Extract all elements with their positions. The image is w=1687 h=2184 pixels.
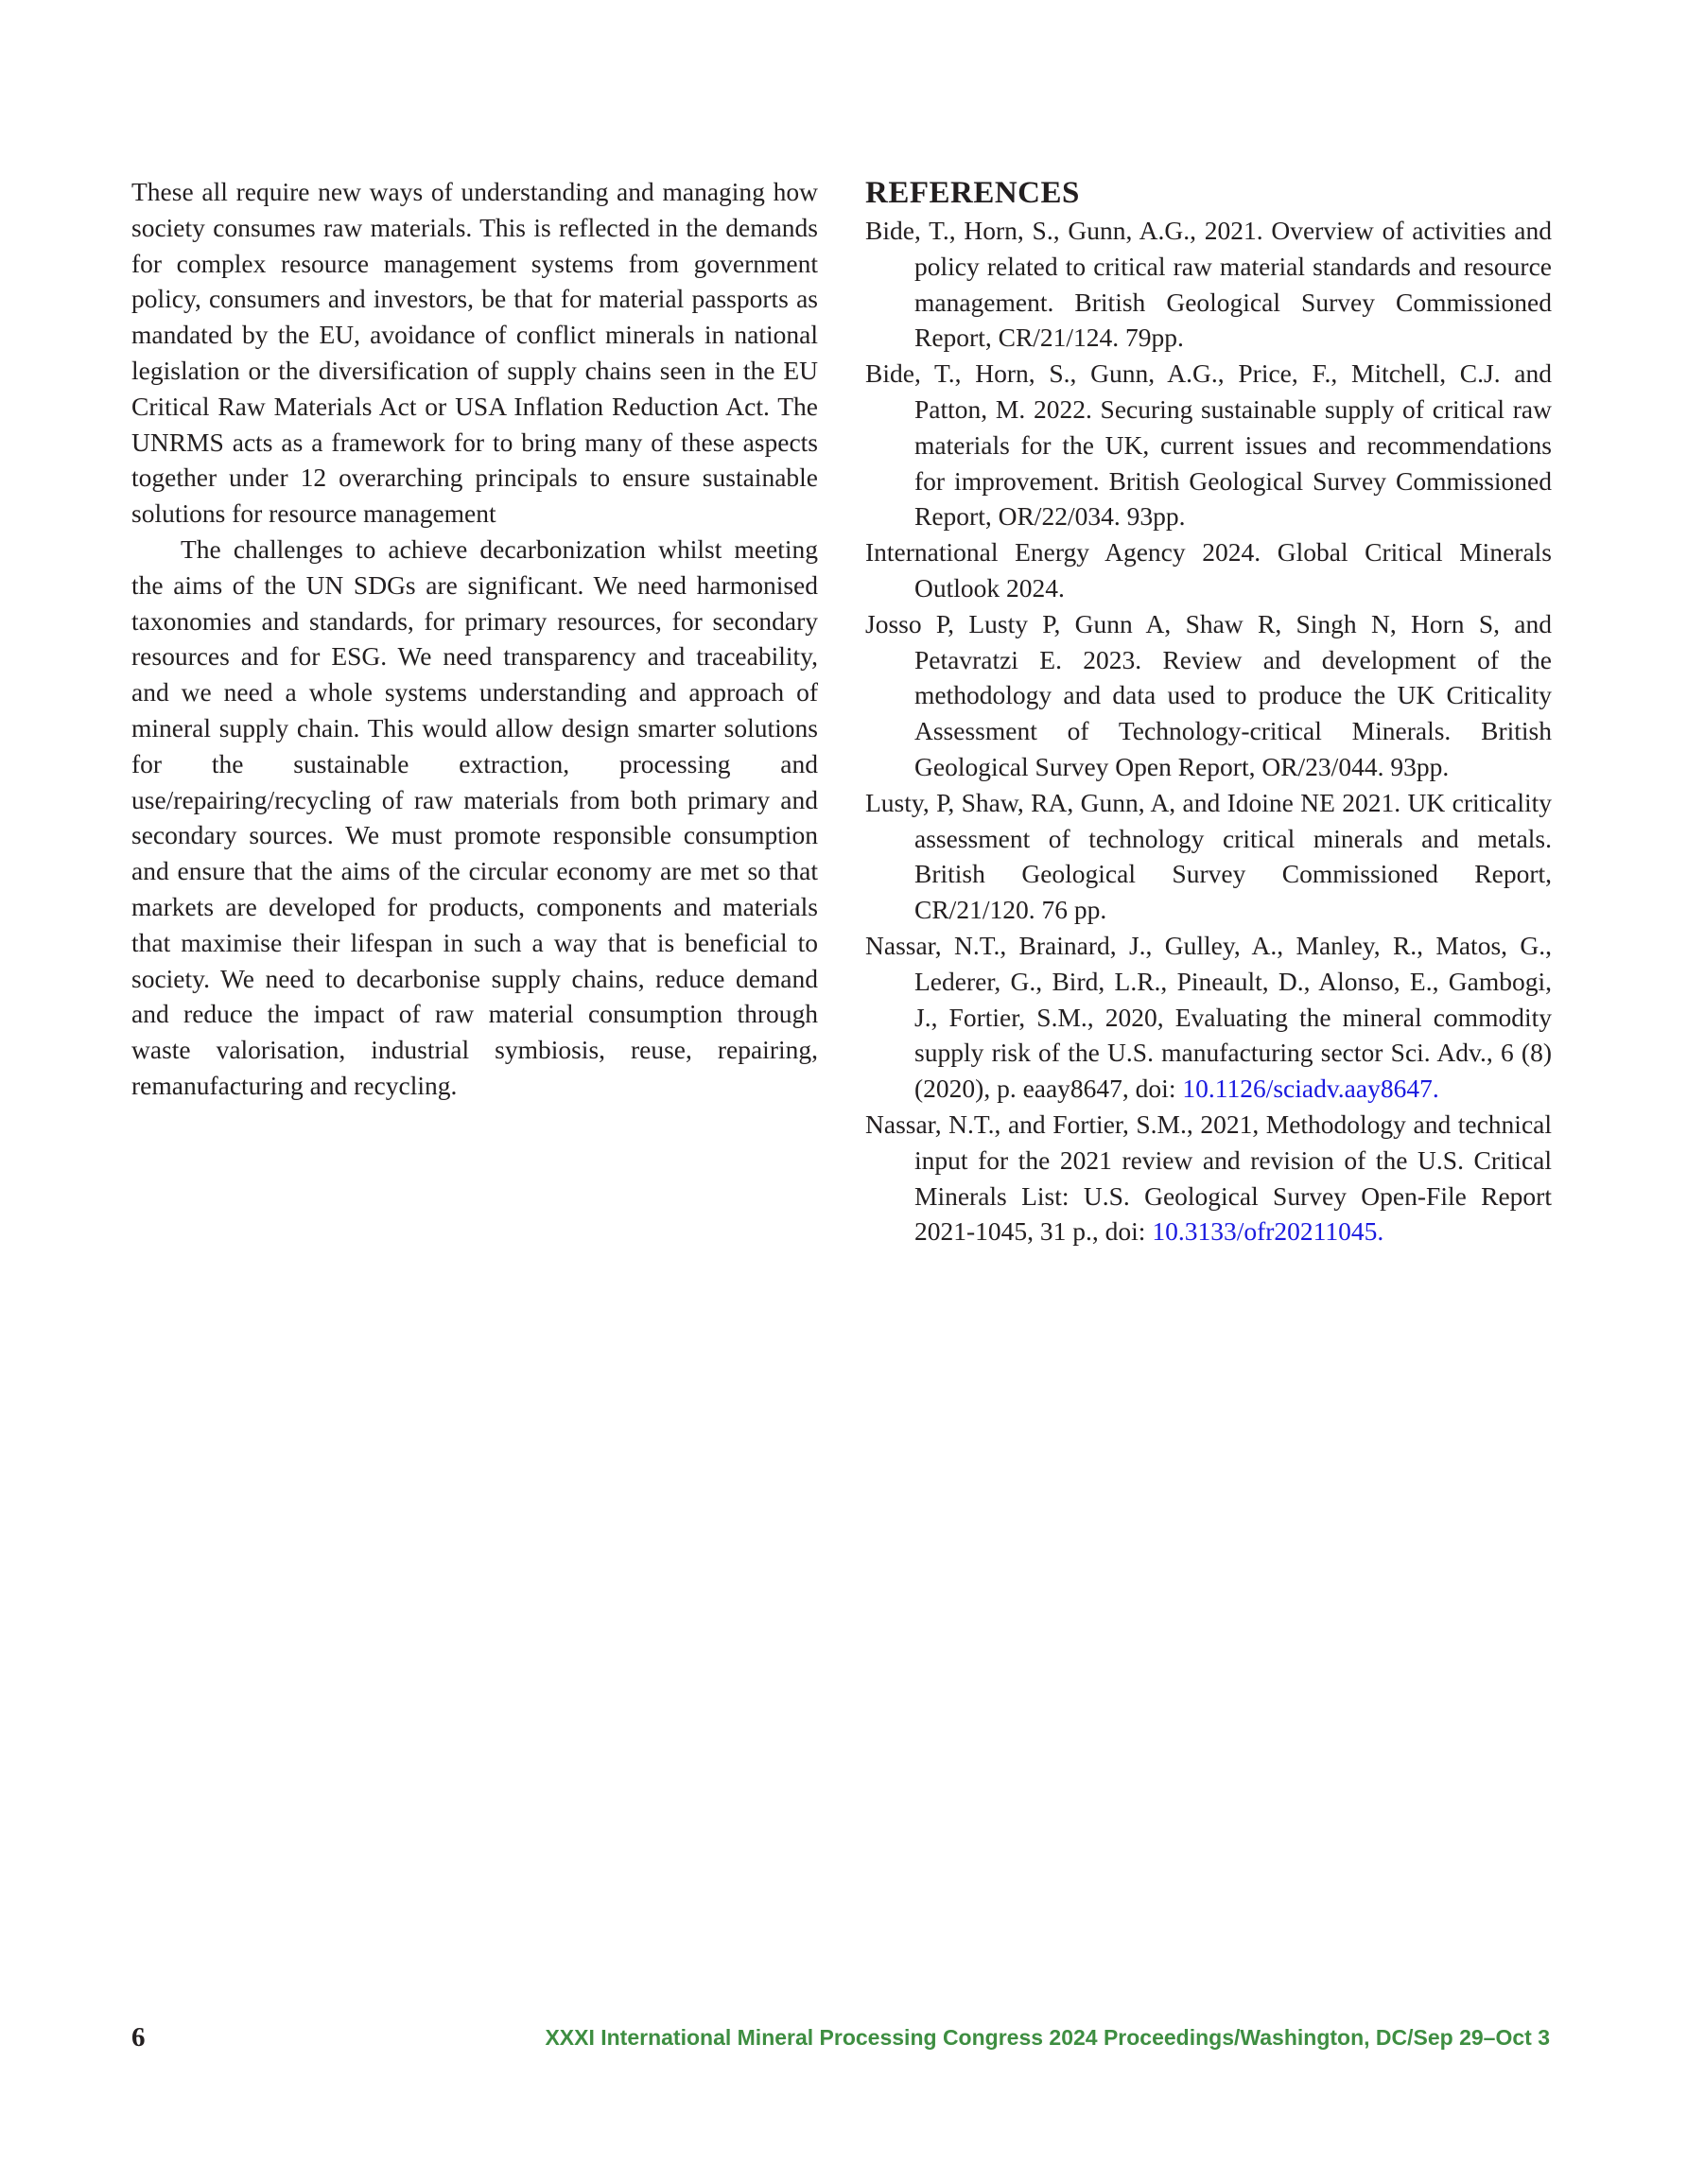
doi-link[interactable]: 10.3133/ofr20211045. <box>1152 1216 1384 1247</box>
reference-item <box>865 928 1552 1107</box>
reference-item <box>865 1107 1552 1249</box>
reference-text: Lusty, P, Shaw, RA, Gunn, A, and Idoine NE 2021. UK criticality assessment of technology critical minerals and metals. British Geological Survey Commissioned Report, CR/21/120. 76 pp. <box>865 787 1552 925</box>
reference-item <box>865 213 1552 356</box>
reference-text: International Energy Agency 2024. Global Critical Minerals Outlook 2024. <box>865 537 1552 603</box>
reference-item <box>865 356 1552 534</box>
reference-text: Josso P, Lusty P, Gunn A, Shaw R, Singh N, Horn S, and Petavratzi E. 2023. Review and development of the methodology and data used to produce the UK Criticality Assessment of Technology-critical Minerals. British Geological Survey Open Report, OR/23/044. 93pp. <box>865 608 1552 781</box>
body-paragraph: The challenges to achieve decarbonization whilst meeting the aims of the UN SDGs are significant. We need harmonised taxonomies and standards, for primary resources, for secondary resources and for ESG. We need transparency and traceability, and we need a whole systems understanding and approach of mineral supply chain. This would allow design smarter solutions for the sustainable extraction, processing and use/repairing/recycling of raw materials from both primary and secondary sources. We must promote responsible consumption and ensure that the aims of the circular economy are met so that markets are developed for products, components and materials that maximise their lifespan in such a way that is beneficial to society. We need to decarbonise supply chains, reduce demand and reduce the impact of raw material consumption through waste valorisation, industrial symbiosis, reuse, repairing, remanufacturing and recycling. <box>131 533 818 1100</box>
references-section <box>865 174 1552 1249</box>
doi-link[interactable]: 10.1126/sciadv.aay8647. <box>1182 1074 1439 1104</box>
reference-text: Nassar, N.T., Brainard, J., Gulley, A., Manley, R., Matos, G., Lederer, G., Bird, L.R., Pineault, D., Alonso, E., Gambogi, J., Fortier, S.M., 2020, Evaluating the mineral commodity supply risk of the U.S. manufacturing sector Sci. Adv., 6 (8) (2020), p. eaay8647, doi: <box>865 930 1552 1104</box>
reference-item <box>865 785 1552 928</box>
body-paragraph: These all require new ways of understanding and managing how society consumes raw materials. This is reflected in the demands for complex resource management systems from government policy, consumers and investors, be that for material passports as mandated by the EU, avoidance of conflict minerals in national legislation or the diversification of supply chains seen in the EU Critical Raw Materials Act or USA Inflation Reduction Act. The UNRMS acts as a framework for to bring many of these aspects together under 12 overarching principals to ensure sustainable solutions for resource management <box>131 177 818 529</box>
references-list <box>865 213 1552 1249</box>
reference-text: Nassar, N.T., and Fortier, S.M., 2021, Methodology and technical input for the 2021 review and revision of the U.S. Critical Minerals List: U.S. Geological Survey Open-File Report 2021-1045, 31 p., doi: <box>865 1109 1552 1247</box>
reference-text: Bide, T., Horn, S., Gunn, A.G., Price, F., Mitchell, C.J. and Patton, M. 2022. Securing sustainable supply of critical raw materials for the UK, current issues and recommendations for improvement. British Geological Survey Commissioned Report, OR/22/034. 93pp. <box>865 358 1552 532</box>
references-heading: REFERENCES <box>865 176 1080 210</box>
reference-item <box>865 534 1552 606</box>
reference-text: Bide, T., Horn, S., Gunn, A.G., 2021. Overview of activities and policy related to critical raw material standards and resource management. British Geological Survey Commissioned Report, CR/21/124. 79pp. <box>865 216 1552 353</box>
running-footer-title: XXXI International Mineral Processing Congress 2024 Proceedings/Washington, DC/Sep 29–Oct 3 <box>545 2025 1550 2050</box>
body-column-left <box>131 174 818 1104</box>
reference-item <box>865 606 1552 785</box>
page-number: 6 <box>131 2022 146 2053</box>
